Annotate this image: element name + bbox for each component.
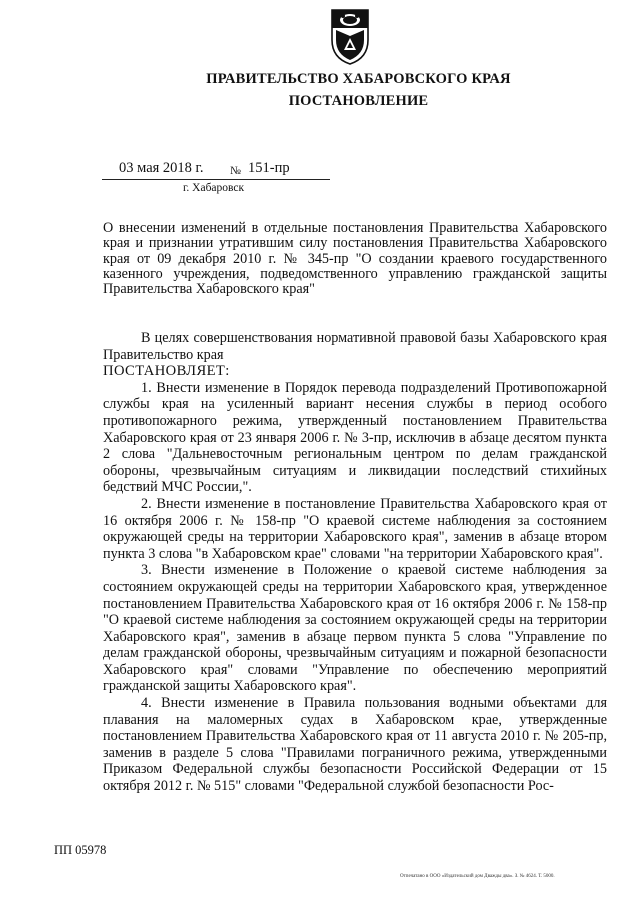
document-date: 03 мая 2018 г. xyxy=(119,160,204,176)
coat-of-arms-emblem xyxy=(328,6,372,66)
item-2: 2. Внести изменение в постановление Правительства Хабаровского края от 16 октября 2006 г. № 158-пр "О краевой системе наблюдения за состоянием окружающей среды на территории Хабаровского края", заменив в абзаце втором пункта 3 слова "в Хабаровском крае" словами "на территории Хабаровского края". xyxy=(103,495,607,562)
date-number-line xyxy=(102,160,330,180)
number-sign: № xyxy=(230,165,241,177)
document-body xyxy=(103,330,607,795)
document-type: ПОСТАНОВЛЕНИЕ xyxy=(288,93,429,109)
item-3: 3. Внести изменение в Положение о краевой системе наблюдения за состоянием окружающей среды на территории Хабаровского края, утвержденное постановлением Правительства Хабаровского края от 16 октября 2006 г. № 158-пр "О краевой системе наблюдения за состоянием окружающей среды на территории Хабаровского края", заменив в абзаце первом пункта 5 слова "Управление по делам гражданской обороны, чрезвычайным ситуациям и пожарной безопасности Хабаровского края" словами "Управление по обеспечению мероприятий гражданской защиты Хабаровского края". xyxy=(103,562,607,695)
preamble: В целях совершенствования нормативной правовой базы Хабаровского края Правительство края xyxy=(103,330,607,363)
document-number: 151-пр xyxy=(248,160,290,176)
city: г. Хабаровск xyxy=(183,182,245,194)
government-name: ПРАВИТЕЛЬСТВО ХАБАРОВСКОГО КРАЯ xyxy=(206,71,511,87)
document-title: О внесении изменений в отдельные постановления Правительства Хабаровского края и признании утратившим силу постановления Правительства Хабаровского края от 09 декабря 2010 г. № 345-пр "О создании краевого государственного казенного учреждения, подведомственного управлению гражданской защиты Правительства Хабаровского края" xyxy=(103,220,607,298)
document-code: ПП 05978 xyxy=(54,843,107,857)
decree-word: ПОСТАНОВЛЯЕТ: xyxy=(103,363,230,380)
item-1: 1. Внести изменение в Порядок перевода подразделений Противопожарной службы края на усиленный вариант несения службы в период особого противопожарного режима, утвержденный постановлением Правительства Хабаровского края от 23 января 2006 г. № 3-пр, исключив в абзаце десятом пункта 2 слова "Дальневосточным региональным центром по делам гражданской обороны, чрезвычайным ситуациям и ликвидации последствий стихийных бедствий МЧС России,". xyxy=(103,379,607,496)
printer-note: Отпечатано в ООО «Издательский дом Дважды два». З. № 4624. Т. 5000. xyxy=(400,874,555,879)
item-4: 4. Внести изменение в Правила пользования водными объектами для плавания на маломерных судах в Хабаровском крае, утвержденные постановлением Правительства Хабаровского края от 11 августа 2010 г. № 205-пр, заменив в разделе 5 слова "Правилами пограничного режима, утвержденными Приказом Федеральной службы безопасности Российской Федерации от 15 октября 2012 г. № 515" словами "Федеральной службой безопасности Рос- xyxy=(103,695,607,795)
